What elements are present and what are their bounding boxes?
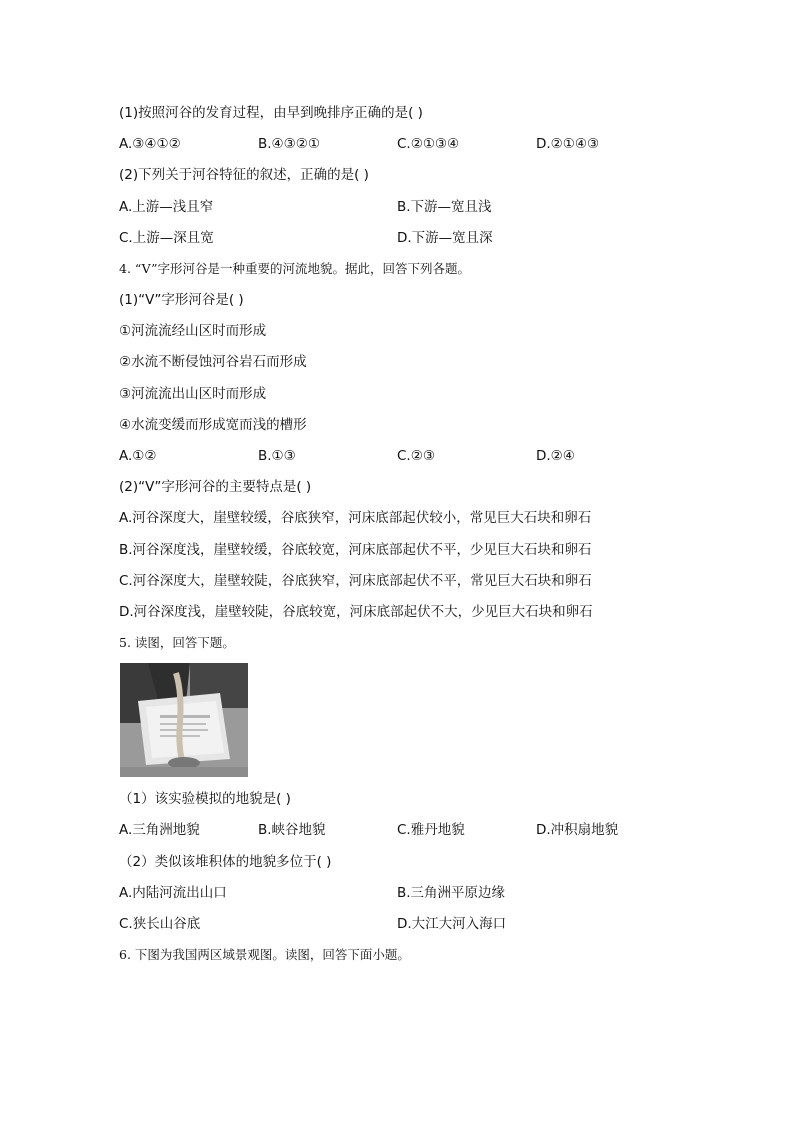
q4-intro: 4. “V”字形河谷是一种重要的河流地貌。据此，回答下列各题。 bbox=[119, 261, 471, 276]
q5-intro: 5. 读图，回答下题。 bbox=[119, 635, 235, 650]
q5-sub2-option-a: A.内陆河流出山口 bbox=[119, 885, 227, 901]
q5-sub2-option-d: D.大江大河入海口 bbox=[397, 916, 507, 932]
q4-sub1-option-c: C.②③ bbox=[397, 448, 435, 464]
q4-statement-3: ③河流流出山区时而形成 bbox=[119, 386, 267, 402]
q5-sub2-option-b: B.三角洲平原边缘 bbox=[397, 885, 506, 901]
q3-sub1-option-c: C.②①③④ bbox=[397, 136, 460, 152]
q4-statement-1: ①河流流经山区时而形成 bbox=[119, 323, 267, 339]
q4-sub2-option-d: D.河谷深度浅，崖壁较陡，谷底较宽，河床底部起伏不大，少见巨大石块和卵石 bbox=[119, 604, 593, 620]
experiment-photo bbox=[120, 663, 248, 777]
q3-sub2-option-c: C.上游—深且宽 bbox=[119, 230, 214, 246]
q4-sub2-option-a: A.河谷深度大，崖壁较缓，谷底狭窄，河床底部起伏较小，常见巨大石块和卵石 bbox=[119, 510, 592, 526]
q3-sub1-option-b: B.④③②① bbox=[258, 136, 320, 152]
q3-sub1-option-d: D.②①④③ bbox=[536, 136, 600, 152]
q4-sub1-option-d: D.②④ bbox=[536, 448, 575, 464]
q4-sub2-stem: (2)“V”字形河谷的主要特点是( ) bbox=[119, 479, 312, 495]
q5-sub1-option-a: A.三角洲地貌 bbox=[119, 822, 200, 838]
q4-sub1-option-a: A.①② bbox=[119, 448, 157, 464]
q4-statement-2: ②水流不断侵蚀河谷岩石而形成 bbox=[119, 354, 307, 370]
q4-sub1-stem: (1)“V”字形河谷是( ) bbox=[119, 292, 244, 308]
q5-sub1-option-c: C.雅丹地貌 bbox=[397, 822, 465, 838]
q4-sub2-option-b: B.河谷深度浅，崖壁较缓，谷底较宽，河床底部起伏不平，少见巨大石块和卵石 bbox=[119, 542, 592, 558]
q5-sub2-option-c: C.狭长山谷底 bbox=[119, 916, 201, 932]
q5-sub1-option-d: D.冲积扇地貌 bbox=[536, 822, 619, 838]
q3-sub2-option-a: A.上游—浅且窄 bbox=[119, 199, 214, 215]
q3-sub2-option-d: D.下游—宽且深 bbox=[397, 230, 493, 246]
q4-statement-4: ④水流变缓而形成宽而浅的槽形 bbox=[119, 417, 307, 433]
q4-sub2-option-c: C.河谷深度大，崖壁较陡，谷底狭窄，河床底部起伏不平，常见巨大石块和卵石 bbox=[119, 573, 592, 589]
q5-sub2-stem: （2）类似该堆积体的地貌多位于( ) bbox=[119, 854, 332, 870]
q4-sub1-option-b: B.①③ bbox=[258, 448, 296, 464]
q3-sub1-option-a: A.③④①② bbox=[119, 136, 181, 152]
q3-sub2-stem: (2)下列关于河谷特征的叙述，正确的是( ) bbox=[119, 167, 369, 183]
q5-sub1-stem: （1）该实验模拟的地貌是( ) bbox=[119, 791, 291, 807]
q3-sub2-option-b: B.下游—宽且浅 bbox=[397, 199, 492, 215]
q6-intro: 6. 下图为我国两区域景观图。读图，回答下面小题。 bbox=[119, 947, 410, 962]
q5-sub1-option-b: B.峡谷地貌 bbox=[258, 822, 326, 838]
q3-sub1-stem: (1)按照河谷的发育过程，由早到晚排序正确的是( ) bbox=[119, 105, 423, 121]
